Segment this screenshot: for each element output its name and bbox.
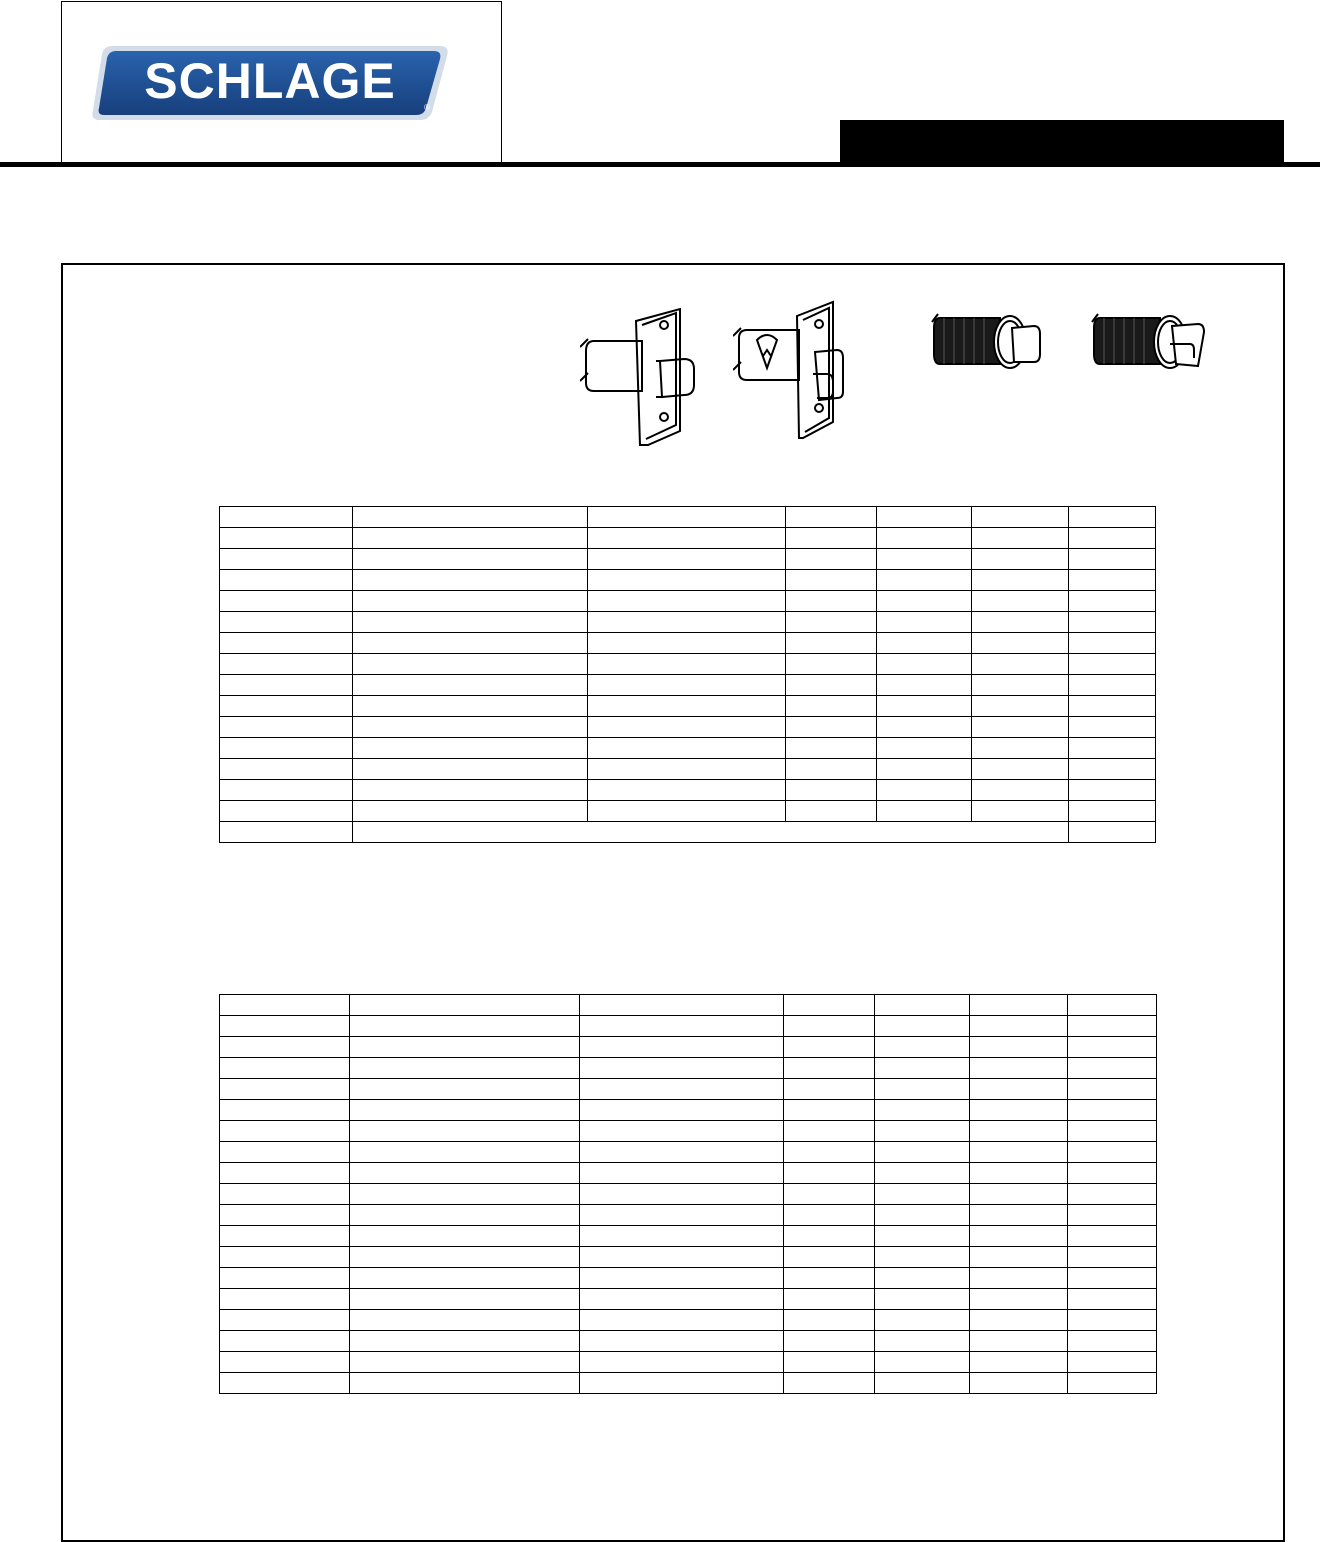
table-cell [784,1373,875,1394]
table-cell [970,1100,1068,1121]
table-cell [786,738,877,759]
table-cell [580,1310,784,1331]
table-cell [580,1079,784,1100]
table-cell [875,1184,970,1205]
table-row [220,1352,1157,1373]
table-cell [588,549,786,570]
table-cell [580,1268,784,1289]
table-cell [875,1016,970,1037]
table-row [220,759,1156,780]
table-cell [784,1100,875,1121]
table-cell [1069,738,1156,759]
table-cell [877,591,972,612]
drive-in-latch-icon [930,308,1050,378]
table-cell [1068,1100,1157,1121]
table-cell [786,528,877,549]
table-cell [353,507,588,528]
table-cell [588,801,786,822]
table-cell [1068,1268,1157,1289]
table-cell [580,1184,784,1205]
table-cell [580,995,784,1016]
table-cell [972,507,1069,528]
table-cell [588,591,786,612]
table-cell [580,1289,784,1310]
table-row [220,1268,1157,1289]
table-row [220,1079,1157,1100]
table-cell [784,1037,875,1058]
table-cell [220,1058,350,1079]
parts-table-two [219,994,1157,1394]
table-row [220,1205,1157,1226]
table-cell [580,1121,784,1142]
table-row [220,1121,1157,1142]
table-cell [350,1058,580,1079]
table-cell [350,1100,580,1121]
table-cell [220,612,353,633]
table-cell [1069,549,1156,570]
table-cell [220,507,353,528]
table-cell [220,738,353,759]
table-cell [786,633,877,654]
table-cell [353,759,588,780]
table-cell [784,1205,875,1226]
table-cell [972,612,1069,633]
table-row [220,696,1156,717]
table-cell [1069,612,1156,633]
table-cell [350,1142,580,1163]
table-cell [580,1205,784,1226]
table-row [220,633,1156,654]
table-cell [784,1016,875,1037]
table-cell [1068,995,1157,1016]
table-row [220,528,1156,549]
table-cell [784,1121,875,1142]
table-cell [220,1289,350,1310]
table-cell [350,1247,580,1268]
table-cell [875,1058,970,1079]
table-cell [877,675,972,696]
table-cell [875,1037,970,1058]
table-cell [220,1184,350,1205]
table-cell [220,675,353,696]
table-cell [875,1100,970,1121]
table-cell [353,822,1069,843]
table-cell [875,1142,970,1163]
table-cell [220,1142,350,1163]
table-cell [1068,1226,1157,1247]
table-cell [972,549,1069,570]
table-row [220,1163,1157,1184]
table-cell [1069,759,1156,780]
table-cell [877,507,972,528]
table-cell [1068,1016,1157,1037]
table-cell [220,549,353,570]
table-cell [784,1331,875,1352]
table-cell [875,1268,970,1289]
svg-text:®: ® [424,103,430,112]
table-cell [220,1163,350,1184]
table-cell [588,780,786,801]
table-cell [1069,591,1156,612]
table-cell [588,507,786,528]
table-cell [580,1100,784,1121]
table-cell [970,1079,1068,1100]
table-row [220,1331,1157,1352]
table-cell [353,591,588,612]
header-rule [0,162,1320,167]
table-cell [220,801,353,822]
table-cell [580,1037,784,1058]
table-cell [1069,633,1156,654]
table-row [220,801,1156,822]
table-cell [220,1205,350,1226]
table-cell [353,738,588,759]
table-cell [970,1352,1068,1373]
table-cell [786,780,877,801]
table-cell [353,570,588,591]
table-cell [970,1268,1068,1289]
table-cell [1069,528,1156,549]
table-cell [580,1373,784,1394]
table-cell [784,1226,875,1247]
table-cell [1069,696,1156,717]
table-cell [353,549,588,570]
table-cell [972,801,1069,822]
table-cell [350,1016,580,1037]
table-cell [353,528,588,549]
table-cell [970,1037,1068,1058]
table-row [220,1100,1157,1121]
table-cell [972,717,1069,738]
table-cell [220,528,353,549]
table-row [220,570,1156,591]
brand-wordmark: SCHLAGE [144,53,396,109]
table-cell [220,822,353,843]
table-cell [350,1037,580,1058]
table-row [220,549,1156,570]
table-cell [877,528,972,549]
table-cell [784,1310,875,1331]
table-cell [220,1226,350,1247]
table-cell [877,549,972,570]
table-cell [972,633,1069,654]
table-cell [1069,717,1156,738]
table-cell [350,1184,580,1205]
table-cell [970,1331,1068,1352]
table-cell [1069,675,1156,696]
table-cell [1068,1331,1157,1352]
drive-in-deadlatch-icon [1090,308,1210,378]
table-cell [350,1226,580,1247]
table-cell [970,1247,1068,1268]
table-cell [970,1373,1068,1394]
table-cell [220,1331,350,1352]
table-cell [972,780,1069,801]
table-cell [220,1121,350,1142]
table-cell [220,1310,350,1331]
table-cell [580,1331,784,1352]
table-cell [220,1100,350,1121]
table-cell [220,1352,350,1373]
table-cell [350,1289,580,1310]
table-cell [877,738,972,759]
table-cell [220,696,353,717]
table-cell [875,1079,970,1100]
table-cell [1069,570,1156,591]
table-cell [877,759,972,780]
table-cell [350,1268,580,1289]
table-cell [970,1016,1068,1037]
spring-latch-icon [580,303,700,451]
table-cell [350,1310,580,1331]
table-footer-row [220,822,1156,843]
deadlatch-icon [733,300,853,445]
table-cell [220,633,353,654]
table-cell [877,696,972,717]
table-cell [353,801,588,822]
table-cell [580,1163,784,1184]
table-cell [786,570,877,591]
table-row [220,780,1156,801]
table-cell [877,633,972,654]
table-cell [786,801,877,822]
table-row [220,654,1156,675]
table-cell [972,570,1069,591]
table-cell [588,528,786,549]
table-cell [877,801,972,822]
table-row [220,1058,1157,1079]
table-cell [784,1352,875,1373]
table-cell [353,654,588,675]
table-cell [877,717,972,738]
table-cell [972,696,1069,717]
table-cell [875,1352,970,1373]
table-cell [580,1226,784,1247]
table-cell [875,995,970,1016]
table-row [220,1289,1157,1310]
table-cell [1068,1247,1157,1268]
table-cell [972,759,1069,780]
table-cell [588,696,786,717]
table-cell [970,1121,1068,1142]
table-cell [1068,1079,1157,1100]
table-cell [970,1289,1068,1310]
table-cell [1068,1289,1157,1310]
table-cell [970,995,1068,1016]
table-cell [784,995,875,1016]
table-cell [588,633,786,654]
table-cell [970,1184,1068,1205]
table-cell [877,654,972,675]
table-cell [350,1373,580,1394]
table-cell [1068,1163,1157,1184]
table-cell [1068,1352,1157,1373]
table-cell [786,696,877,717]
table-cell [588,675,786,696]
table-cell [220,1037,350,1058]
table-cell [786,549,877,570]
table-cell [350,995,580,1016]
table-cell [580,1352,784,1373]
table-cell [875,1205,970,1226]
table-cell [784,1079,875,1100]
table-cell [1068,1058,1157,1079]
table-cell [786,612,877,633]
table-cell [877,612,972,633]
table-cell [786,717,877,738]
table-cell [588,738,786,759]
table-cell [350,1079,580,1100]
table-cell [875,1331,970,1352]
table-cell [1069,507,1156,528]
table-cell [970,1310,1068,1331]
table-cell [353,780,588,801]
table-cell [875,1226,970,1247]
table-row [220,1016,1157,1037]
table-cell [786,654,877,675]
table-cell [972,675,1069,696]
table-cell [220,1247,350,1268]
table-cell [786,759,877,780]
table-cell [970,1205,1068,1226]
table-row [220,507,1156,528]
table-cell [220,1016,350,1037]
table-cell [784,1142,875,1163]
table-cell [1069,801,1156,822]
table-cell [972,528,1069,549]
table-cell [580,1142,784,1163]
table-cell [580,1058,784,1079]
table-row [220,612,1156,633]
table-cell [1068,1373,1157,1394]
table-cell [784,1163,875,1184]
table-cell [220,654,353,675]
table-cell [786,675,877,696]
table-cell [220,780,353,801]
table-cell [784,1184,875,1205]
parts-table-one [219,506,1156,843]
table-cell [786,591,877,612]
table-cell [784,1247,875,1268]
table-cell [350,1205,580,1226]
table-cell [970,1163,1068,1184]
table-cell [1069,654,1156,675]
table-cell [875,1121,970,1142]
table-row [220,717,1156,738]
table-cell [588,612,786,633]
table-cell [353,612,588,633]
table-row [220,995,1157,1016]
table-cell [1068,1142,1157,1163]
table-cell [353,717,588,738]
table-cell [588,654,786,675]
table-row [220,738,1156,759]
table-cell [353,675,588,696]
table-cell [784,1268,875,1289]
table-cell [875,1163,970,1184]
table-row [220,1226,1157,1247]
table-cell [972,654,1069,675]
table-cell [588,759,786,780]
table-cell [1069,780,1156,801]
schlage-logo [90,40,452,126]
table-cell [970,1142,1068,1163]
table-cell [350,1352,580,1373]
table-cell [220,570,353,591]
table-cell [1069,822,1156,843]
table-cell [350,1121,580,1142]
table-cell [353,696,588,717]
table-cell [786,507,877,528]
table-cell [875,1289,970,1310]
table-cell [350,1163,580,1184]
table-cell [875,1310,970,1331]
table-cell [220,995,350,1016]
table-cell [877,780,972,801]
table-row [220,1373,1157,1394]
table-cell [220,1373,350,1394]
table-cell [220,591,353,612]
table-cell [220,717,353,738]
table-cell [1068,1184,1157,1205]
table-cell [970,1226,1068,1247]
table-cell [970,1058,1068,1079]
table-cell [580,1016,784,1037]
table-cell [972,738,1069,759]
table-cell [1068,1310,1157,1331]
table-cell [580,1247,784,1268]
table-cell [1068,1205,1157,1226]
table-row [220,1142,1157,1163]
table-row [220,1184,1157,1205]
table-cell [588,717,786,738]
table-cell [588,570,786,591]
table-cell [972,591,1069,612]
table-cell [353,633,588,654]
table-row [220,591,1156,612]
table-cell [875,1247,970,1268]
table-row [220,1310,1157,1331]
table-cell [1068,1121,1157,1142]
table-cell [1068,1037,1157,1058]
table-cell [784,1289,875,1310]
table-cell [220,759,353,780]
table-cell [784,1058,875,1079]
table-row [220,1037,1157,1058]
table-cell [875,1373,970,1394]
table-cell [877,570,972,591]
logo-box [61,1,502,162]
table-cell [350,1331,580,1352]
table-row [220,1247,1157,1268]
table-row [220,675,1156,696]
table-cell [220,1079,350,1100]
table-cell [220,1268,350,1289]
title-bar [840,120,1284,162]
